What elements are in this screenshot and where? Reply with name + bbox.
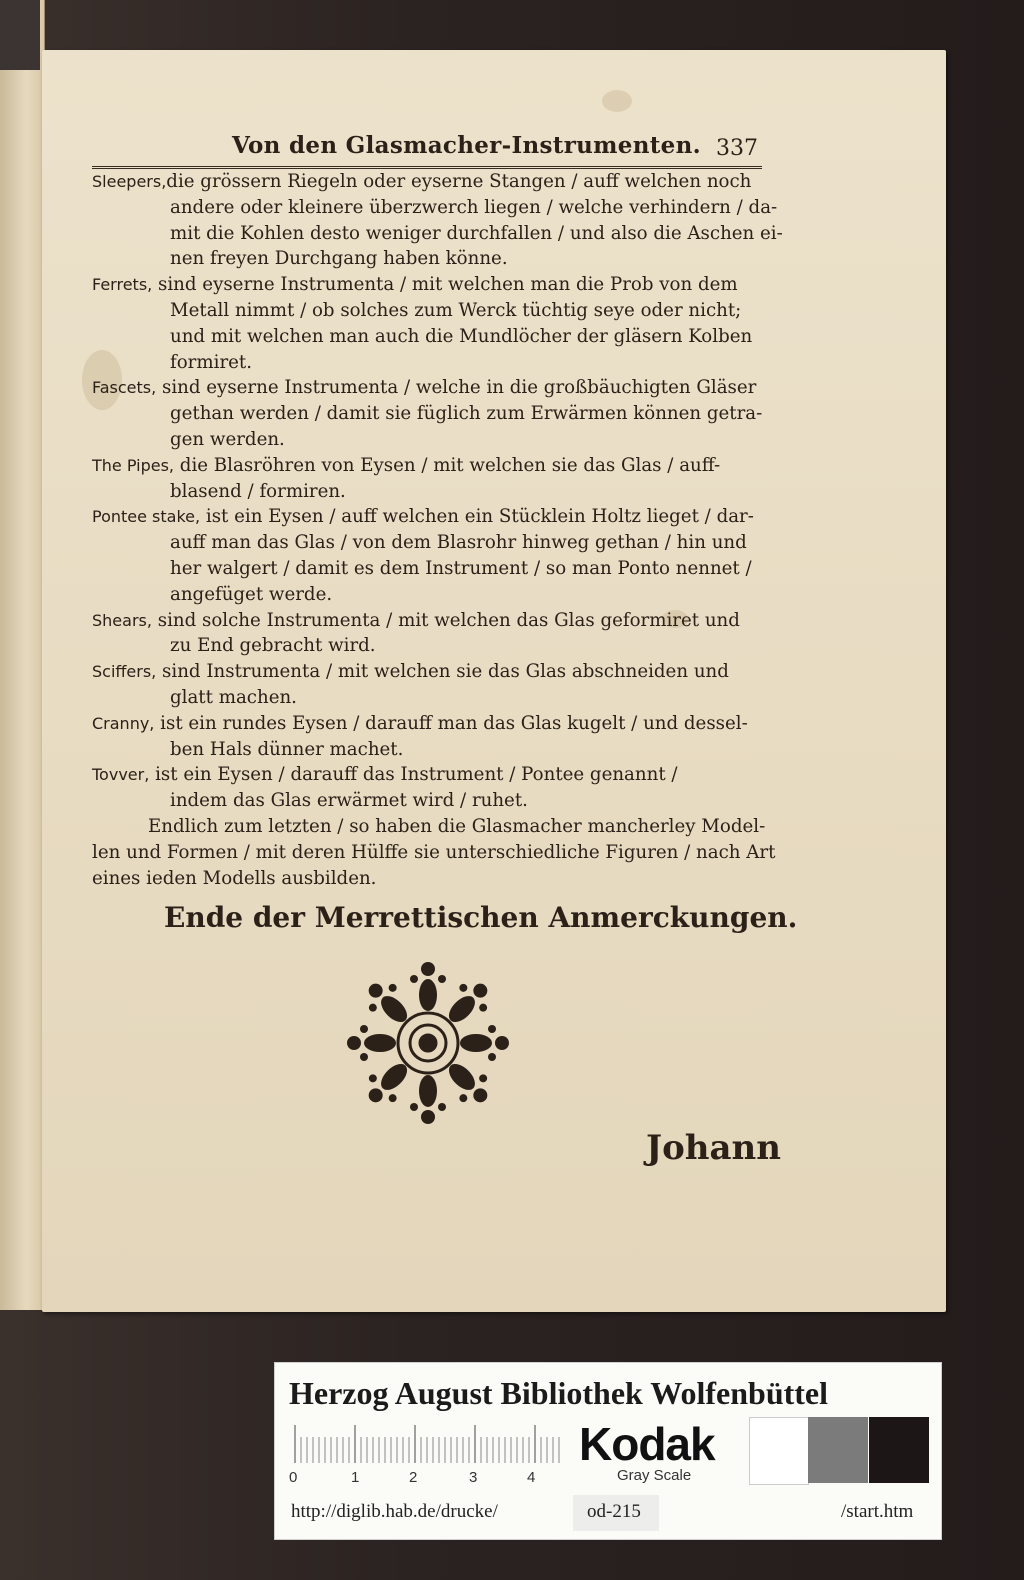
entry-term: Cranny,: [92, 713, 155, 733]
glossary-entry: [92, 504, 762, 607]
ruler-number: 2: [409, 1469, 418, 1486]
entry-line: gethan werden / damit sie füglich zum Erwärmen können getra-: [170, 403, 763, 425]
entry-line: indem das Glas erwärmet wird / ruhet.: [170, 790, 528, 812]
library-label: [274, 1362, 942, 1540]
entry-term: Ferrets,: [92, 275, 153, 295]
entry-term: Sciffers,: [92, 662, 157, 682]
entry-line: [92, 504, 762, 530]
entry-text: sind Instrumenta / mit welchen sie das Glas abschneiden und: [156, 661, 729, 683]
label-url-prefix: http://diglib.hab.de/drucke/: [291, 1501, 498, 1522]
catchword: Johann: [646, 1128, 781, 1168]
gray-swatch-black: [869, 1417, 929, 1483]
entry-term: The Pipes,: [92, 455, 175, 475]
entry-text: ist ein Eysen / darauff das Instrument / Pontee genannt /: [149, 764, 678, 786]
entry-line: [92, 711, 762, 737]
ruler-scale: [293, 1423, 561, 1469]
entry-text: sind eyserne Instrumenta / mit welchen man die Prob von dem: [152, 274, 738, 296]
entry-line: blasend / formiren.: [170, 480, 346, 502]
entry-line: angefüget werde.: [170, 583, 333, 605]
entry-line: andere oder kleinere überzwerch liegen / welche verhindern / da-: [170, 196, 778, 218]
entry-line: [92, 762, 762, 788]
entry-line: [92, 659, 762, 685]
ruler-number: 4: [527, 1469, 536, 1486]
entry-line: [92, 169, 762, 195]
entry-line: [92, 453, 762, 479]
entry-text: sind solche Instrumenta / mit welchen das Glas geformiret und: [151, 609, 740, 631]
glossary-entry: [92, 608, 762, 660]
running-head: [92, 130, 762, 169]
gray-scale-label: Gray Scale: [617, 1467, 692, 1484]
paragraph-line: len und Formen / mit deren Hülffe sie unterschiedliche Figuren / nach Art: [92, 841, 776, 863]
ruler-number: 3: [469, 1469, 478, 1486]
glossary-entry: [92, 375, 762, 452]
entry-text: ist ein Eysen / auff welchen ein Stücklein Holtz lieget / dar-: [200, 506, 754, 528]
running-title: Von den Glasmacher-Instrumenten.: [232, 132, 701, 159]
entry-line: gen werden.: [170, 428, 285, 450]
entry-line: [92, 608, 762, 634]
previous-page-edge: [0, 0, 45, 1310]
ruler-number: 1: [351, 1469, 360, 1486]
scan-corner-shadow: [0, 0, 40, 70]
ruler-number: 0: [289, 1469, 298, 1486]
finis-line: Ende der Merrettischen Anmerckungen.: [164, 901, 798, 935]
entry-term: Pontee stake,: [92, 507, 201, 527]
entry-line: auff man das Glas / von dem Blasrohr hinweg gethan / hin und: [170, 532, 747, 554]
glossary-entry: [92, 169, 783, 272]
entry-text: die Blasröhren von Eysen / mit welchen sie das Glas / auff-: [174, 454, 721, 476]
paper-stain: [602, 90, 632, 112]
glossary-entry: [92, 272, 762, 375]
entry-line: nen freyen Durchgang haben könne.: [170, 248, 508, 270]
gray-swatch-mid: [808, 1417, 868, 1483]
entry-line: [92, 375, 762, 401]
label-code: od-215: [587, 1501, 641, 1522]
kodak-brand: Kodak: [579, 1418, 715, 1470]
closing-paragraph: [92, 814, 776, 891]
glossary-entry: [92, 711, 762, 763]
paragraph-line: eines ieden Modells ausbilden.: [92, 867, 377, 889]
entry-term: Tovver,: [92, 765, 150, 785]
entry-line: her walgert / damit es dem Instrument / so man Ponto nennet /: [170, 557, 752, 579]
gray-swatch-white: [749, 1417, 809, 1485]
entry-text: die grössern Riegeln oder eyserne Stangen / auff welchen noch: [166, 171, 752, 192]
entry-line: [92, 272, 762, 298]
glossary-entry: [92, 659, 762, 711]
glossary-entry: [92, 453, 762, 505]
entry-line: zu End gebracht wird.: [170, 635, 376, 657]
page-number: 337: [716, 136, 758, 161]
entry-text: sind eyserne Instrumenta / welche in die großbäuchigten Gläser: [156, 377, 757, 399]
glossary-entry: [92, 762, 762, 814]
page-text: [92, 130, 798, 935]
entry-term: Sleepers,: [92, 172, 167, 191]
entry-line: glatt machen.: [170, 686, 297, 708]
entry-line: und mit welchen man auch die Mundlöcher der gläsern Kolben: [170, 325, 753, 347]
entry-line: formiret.: [170, 351, 252, 373]
paragraph-line: Endlich zum letzten / so haben die Glasmacher mancherley Model-: [148, 815, 766, 837]
entry-term: Shears,: [92, 610, 152, 630]
label-url-suffix: /start.htm: [841, 1501, 914, 1522]
library-name: Herzog August Bibliothek Wolfenbüttel: [289, 1375, 829, 1411]
floral-ornament-icon: [340, 955, 516, 1131]
entry-line: ben Hals dünner machet.: [170, 738, 404, 760]
entry-text: ist ein rundes Eysen / darauff man das Glas kugelt / und dessel-: [154, 712, 748, 734]
glossary-entries: [92, 169, 783, 814]
entry-line: mit die Kohlen desto weniger durchfallen / und also die Aschen ei-: [170, 222, 783, 244]
entry-term: Fascets,: [92, 378, 157, 398]
entry-line: Metall nimmt / ob solches zum Werck tüchtig seye oder nicht;: [170, 299, 742, 321]
